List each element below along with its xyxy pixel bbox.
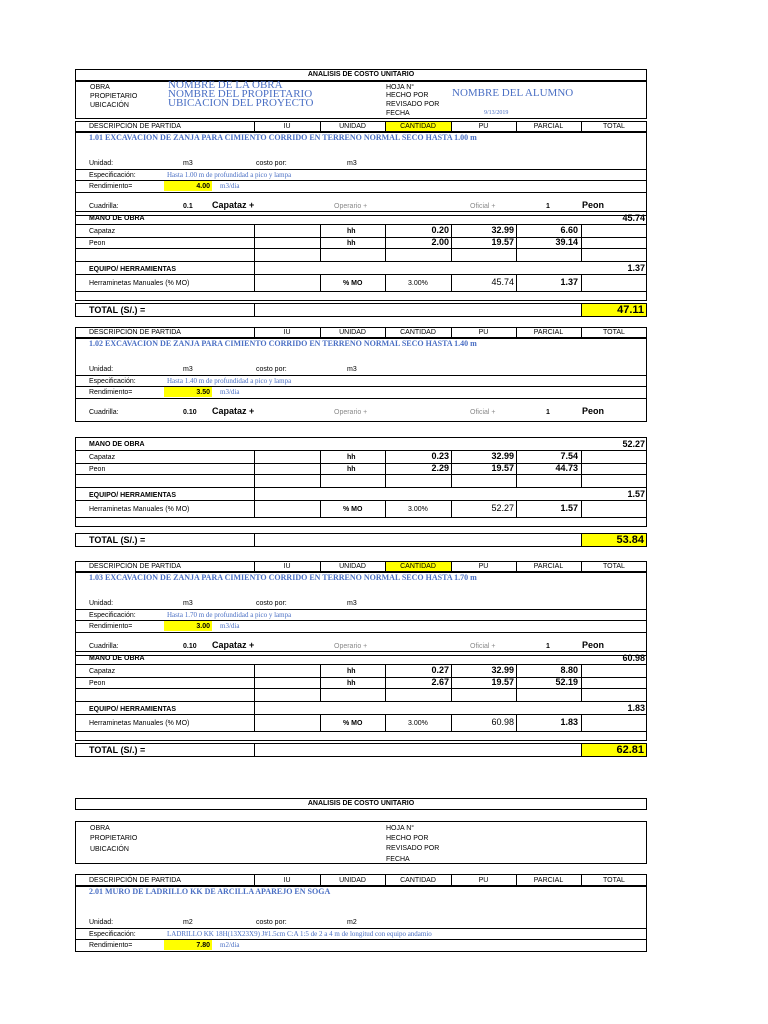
equipo-total: 1.83 (627, 703, 645, 713)
rendimiento-value: 4.00 (196, 183, 210, 190)
capataz-cantidad: 0.27 (431, 665, 449, 675)
capataz-unit: hh (347, 228, 356, 235)
grid-line (75, 474, 647, 475)
sheet2-obra-label: OBRA (90, 825, 110, 832)
herramientas-unit: % MO (343, 720, 363, 727)
total-label: TOTAL (S/.) = (89, 535, 146, 545)
col-pu: PU (478, 329, 489, 336)
col-cantidad: CANTIDAD (400, 563, 436, 570)
cuadrilla-label: Cuadrilla: (89, 409, 119, 416)
sheet2-unidad-label: Unidad: (89, 919, 114, 926)
grid-line (254, 224, 255, 261)
unidad-value: m3 (183, 366, 193, 373)
total-row (75, 743, 647, 757)
peon-unit: hh (347, 466, 356, 473)
col-cantidad: CANTIDAD (400, 329, 436, 336)
col-iu: IU (283, 123, 291, 130)
oficial-plus: Oficial + (470, 409, 496, 416)
col-unidad: UNIDAD (339, 329, 366, 336)
col-parcial: PARCIAL (533, 123, 564, 130)
mano-obra-total: 52.27 (622, 439, 645, 449)
peon-parcial: 52.19 (555, 677, 578, 687)
sheet2-propietario-label: PROPIETARIO (90, 835, 138, 842)
herramientas-label: Herraminetas Manuales (% MO) (89, 506, 190, 513)
grid-line (75, 487, 647, 488)
grid-line (75, 375, 647, 376)
peon-row-label: Peon (89, 466, 106, 473)
grid-line (75, 291, 647, 292)
peon-label: Peon (582, 200, 605, 210)
sheet2-rendimiento-value: 7.80 (196, 942, 210, 949)
total-label: TOTAL (S/.) = (89, 745, 146, 755)
fecha-label: FECHA (386, 110, 410, 117)
grid-line (75, 632, 647, 633)
peon-pu: 19.57 (491, 463, 514, 473)
grid-line (581, 714, 582, 731)
col-descripcion: DESCRIPCIÓN DE PARTIDA (89, 123, 181, 130)
operario-plus: Operario + (334, 643, 368, 650)
ubicacion-value: UBICACION DEL PROYECTO (168, 97, 314, 109)
capataz-plus: Capataz + (212, 406, 255, 416)
grid-line (254, 500, 255, 517)
operario-plus: Operario + (334, 203, 368, 210)
equipo-label: EQUIPO/ HERRAMIENTAS (89, 266, 176, 273)
unidad-label: Unidad: (89, 600, 114, 607)
peon-unit: hh (347, 680, 356, 687)
especificacion-value: Hasta 1.70 m de profundidad a pico y lampa (167, 611, 292, 619)
peon-row-label: Peon (89, 680, 106, 687)
herramientas-parcial: 1.83 (560, 717, 578, 727)
hoja-label: HOJA N° (386, 84, 415, 91)
grid-line (75, 386, 647, 387)
grid-line (254, 261, 255, 274)
col-pu: PU (478, 563, 489, 570)
total-value: 62.81 (616, 744, 644, 756)
col-unidad: UNIDAD (339, 123, 366, 130)
grid-line (75, 500, 647, 501)
col-iu: IU (283, 329, 291, 336)
sheet2-col-unidad: UNIDAD (339, 877, 366, 884)
ubicacion-label: UBICACIÓN (90, 102, 129, 109)
col-parcial: PARCIAL (533, 563, 564, 570)
peon-unit: hh (347, 240, 356, 247)
herramientas-pu: 45.74 (491, 277, 514, 287)
col-descripcion: DESCRIPCIÓN DE PARTIDA (89, 563, 181, 570)
cuadrilla-capataz-value: 0.10 (183, 643, 197, 650)
sheet2-unidad-value: m2 (183, 919, 193, 926)
peon-cantidad: 2.00 (431, 237, 449, 247)
cuadrilla-label: Cuadrilla: (89, 643, 119, 650)
sheet2-col-iu: IU (283, 877, 291, 884)
grid-line (254, 701, 255, 714)
sheet2-descripcion: 2.01 MURO DE LADRILLO KK DE ARCILLA APAREJO EN SOGA (89, 887, 331, 896)
costo-por-value: m3 (347, 600, 357, 607)
capataz-unit: hh (347, 668, 356, 675)
grid-line (320, 450, 321, 487)
grid-line (254, 664, 255, 701)
col-parcial: PARCIAL (533, 329, 564, 336)
herramientas-unit: % MO (343, 506, 363, 513)
mano-obra-total: 45.74 (622, 213, 645, 223)
peon-cantidad: 2.29 (431, 463, 449, 473)
sheet2-col-total: TOTAL (603, 877, 625, 884)
partida-descripcion: 1.01 EXCAVACION DE ZANJA PARA CIMIENTO CORRIDO EN TERRENO NORMAL SECO HASTA 1.00 m (89, 133, 477, 142)
especificacion-value: Hasta 1.00 m de profundidad a pico y lampa (167, 171, 292, 179)
grid-line (75, 180, 647, 181)
unidad-value: m3 (183, 160, 193, 167)
capataz-label: Capataz (89, 668, 116, 675)
grid-line (254, 303, 255, 317)
rendimiento-unit: m3/dia (220, 182, 240, 190)
equipo-total: 1.37 (627, 263, 645, 273)
especificacion-label: Especificación: (89, 612, 136, 619)
fecha-value: 9/13/2019 (484, 110, 509, 116)
grid-line (254, 274, 255, 291)
cuadrilla-oficial-value: 1 (546, 203, 550, 210)
grid-line (75, 274, 647, 275)
capataz-plus: Capataz + (212, 200, 255, 210)
total-label: TOTAL (S/.) = (89, 305, 146, 315)
grid-line (254, 533, 255, 547)
herramientas-pct: 3.00% (408, 280, 428, 287)
grid-line (581, 224, 582, 261)
herramientas-unit: % MO (343, 280, 363, 287)
costo-por-value: m3 (347, 366, 357, 373)
herramientas-pu: 52.27 (491, 503, 514, 513)
grid-line (385, 714, 386, 731)
capataz-parcial: 7.54 (560, 451, 578, 461)
grid-line (254, 714, 255, 731)
peon-label: Peon (582, 406, 605, 416)
cuadrilla-capataz-value: 0.1 (183, 203, 193, 210)
sheet2-especificacion-value: LADRILLO KK 18H(13X23X9) J#1.5cm C:A 1:5 de 2 a 4 m de longitud con equipo andamio (167, 930, 432, 938)
total-value: 47.11 (617, 304, 644, 316)
hecho-label: HECHO POR (386, 92, 429, 99)
oficial-plus: Oficial + (470, 643, 496, 650)
col-total: TOTAL (603, 563, 625, 570)
rendimiento-unit: m3/dia (220, 622, 240, 630)
sheet2-fecha-label: FECHA (386, 856, 410, 863)
peon-parcial: 39.14 (555, 237, 578, 247)
herramientas-parcial: 1.57 (560, 503, 578, 513)
mano-obra-label: MANO DE OBRA (89, 215, 145, 222)
peon-pu: 19.57 (491, 237, 514, 247)
cuadrilla-label: Cuadrilla: (89, 203, 119, 210)
costo-por-label: costo por: (256, 160, 287, 167)
capataz-plus: Capataz + (212, 640, 255, 650)
peon-cantidad: 2.67 (431, 677, 449, 687)
herramientas-pu: 60.98 (491, 717, 514, 727)
col-iu: IU (283, 563, 291, 570)
sheet2-info-box (75, 821, 647, 864)
oficial-plus: Oficial + (470, 203, 496, 210)
capataz-parcial: 6.60 (560, 225, 578, 235)
col-unidad: UNIDAD (339, 563, 366, 570)
grid-line (75, 714, 647, 715)
col-cantidad: CANTIDAD (400, 123, 436, 130)
grid-line (581, 450, 582, 487)
especificacion-label: Especificación: (89, 172, 136, 179)
especificacion-value: Hasta 1.40 m de profundidad a pico y lampa (167, 377, 292, 385)
grid-line (581, 664, 582, 701)
grid-line (254, 743, 255, 757)
grid-line (385, 274, 386, 291)
grid-line (75, 609, 647, 610)
grid-line (320, 500, 321, 517)
equipo-total: 1.57 (627, 489, 645, 499)
sheet2-col-descripcion: DESCRIPCIÓN DE PARTIDA (89, 877, 181, 884)
revisado-label: REVISADO POR (386, 101, 440, 108)
peon-row-label: Peon (89, 240, 106, 247)
capataz-cantidad: 0.23 (431, 451, 449, 461)
mano-obra-label: MANO DE OBRA (89, 441, 145, 448)
col-descripcion: DESCRIPCIÓN DE PARTIDA (89, 329, 181, 336)
unidad-label: Unidad: (89, 366, 114, 373)
cuadrilla-oficial-value: 1 (546, 409, 550, 416)
capataz-label: Capataz (89, 228, 116, 235)
grid-line (75, 517, 647, 518)
peon-label: Peon (582, 640, 605, 650)
sheet2-title: ANALISIS DE COSTO UNITARIO (307, 800, 415, 807)
total-row (75, 303, 647, 317)
col-total: TOTAL (603, 329, 625, 336)
herramientas-label: Herraminetas Manuales (% MO) (89, 720, 190, 727)
sheet2-rendimiento-unit: m2/dia (220, 941, 240, 949)
grid-line (75, 261, 647, 262)
rendimiento-unit: m3/dia (220, 388, 240, 396)
obra-value: NOMBRE DE LA OBRA (168, 79, 283, 91)
costo-por-label: costo por: (256, 366, 287, 373)
capataz-pu: 32.99 (491, 451, 514, 461)
sheet2-col-cantidad: CANTIDAD (400, 877, 436, 884)
sheet2-col-pu: PU (478, 877, 489, 884)
cuadrilla-oficial-value: 1 (546, 643, 550, 650)
equipo-label: EQUIPO/ HERRAMIENTAS (89, 492, 176, 499)
especificacion-label: Especificación: (89, 378, 136, 385)
cuadrilla-capataz-value: 0.10 (183, 409, 197, 416)
capataz-pu: 32.99 (491, 665, 514, 675)
rendimiento-label: Rendimiento= (89, 389, 133, 396)
total-row (75, 533, 647, 547)
costo-por-value: m3 (347, 160, 357, 167)
propietario-value: NOMBRE DEL PROPIETARIO (168, 88, 313, 100)
capataz-parcial: 8.80 (560, 665, 578, 675)
grid-line (75, 620, 647, 621)
grid-line (320, 714, 321, 731)
sheet2-costo-por-value: m2 (347, 919, 357, 926)
unidad-label: Unidad: (89, 160, 114, 167)
grid-line (320, 664, 321, 701)
unidad-value: m3 (183, 600, 193, 607)
grid-line (254, 487, 255, 500)
herramientas-label: Herraminetas Manuales (% MO) (89, 280, 190, 287)
partida-descripcion: 1.03 EXCAVACION DE ZANJA PARA CIMIENTO CORRIDO EN TERRENO NORMAL SECO HASTA 1.70 m (89, 573, 477, 582)
total-value: 53.84 (616, 534, 644, 546)
partida-descripcion: 1.02 EXCAVACION DE ZANJA PARA CIMIENTO CORRIDO EN TERRENO NORMAL SECO HASTA 1.40 m (89, 339, 477, 348)
sheet2-ubicacion-label: UBICACIÓN (90, 846, 129, 853)
grid-line (75, 169, 647, 170)
mano-obra-total: 60.98 (622, 653, 645, 663)
capataz-label: Capataz (89, 454, 116, 461)
capataz-cantidad: 0.20 (431, 225, 449, 235)
peon-pu: 19.57 (491, 677, 514, 687)
grid-line (75, 248, 647, 249)
sheet2-revisado-label: REVISADO POR (386, 845, 440, 852)
rendimiento-label: Rendimiento= (89, 623, 133, 630)
grid-line (75, 192, 647, 193)
propietario-label: PROPIETARIO (90, 93, 138, 100)
grid-line (254, 450, 255, 487)
herramientas-pct: 3.00% (408, 506, 428, 513)
rendimiento-label: Rendimiento= (89, 183, 133, 190)
col-pu: PU (478, 123, 489, 130)
equipo-label: EQUIPO/ HERRAMIENTAS (89, 706, 176, 713)
sheet2-hecho-label: HECHO POR (386, 835, 429, 842)
obra-label: OBRA (90, 84, 110, 91)
sheet2-especificacion-label: Especificación: (89, 931, 136, 938)
sheet2-costo-por-label: costo por: (256, 919, 287, 926)
peon-parcial: 44.73 (555, 463, 578, 473)
mano-obra-label: MANO DE OBRA (89, 655, 145, 662)
hecho-value: NOMBRE DEL ALUMNO (452, 87, 574, 99)
sheet2-col-parcial: PARCIAL (533, 877, 564, 884)
grid-line (75, 398, 647, 399)
sheet2-rendimiento-label: Rendimiento= (89, 942, 133, 949)
grid-line (385, 500, 386, 517)
grid-line (75, 688, 647, 689)
costo-por-label: costo por: (256, 600, 287, 607)
sheet2-hoja-label: HOJA N° (386, 825, 415, 832)
sheet1-title: ANALISIS DE COSTO UNITARIO (307, 71, 415, 78)
grid-line (581, 500, 582, 517)
capataz-unit: hh (347, 454, 356, 461)
herramientas-parcial: 1.37 (560, 277, 578, 287)
grid-line (320, 274, 321, 291)
grid-line (320, 224, 321, 261)
rendimiento-value: 3.50 (196, 389, 210, 396)
grid-line (75, 701, 647, 702)
rendimiento-value: 3.00 (196, 623, 210, 630)
operario-plus: Operario + (334, 409, 368, 416)
capataz-pu: 32.99 (491, 225, 514, 235)
grid-line (75, 731, 647, 732)
grid-line (581, 274, 582, 291)
herramientas-pct: 3.00% (408, 720, 428, 727)
col-total: TOTAL (603, 123, 625, 130)
